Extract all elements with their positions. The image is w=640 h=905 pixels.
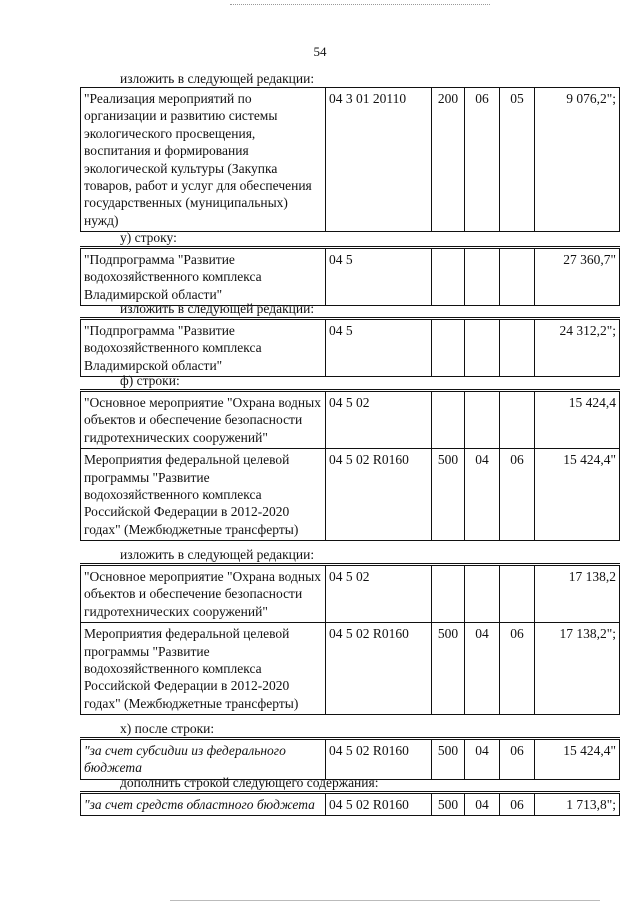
- table-row: [81, 793, 620, 816]
- row-amount: 24 312,2";: [535, 319, 620, 377]
- row-rz: 04: [465, 449, 500, 541]
- row-vr: [432, 248, 465, 306]
- row-rz: 04: [465, 793, 500, 816]
- page-number: 54: [313, 44, 327, 59]
- row-amount: 17 138,2";: [535, 623, 620, 715]
- row-code: 04 5: [326, 319, 432, 377]
- table-row: [81, 88, 620, 232]
- top-scan-mark: [230, 0, 490, 5]
- table-row: [81, 565, 620, 623]
- budget-table: [80, 563, 620, 715]
- row-name: Мероприятия федеральной целевой программы "Развитие водохозяйственного комплекса Российской Федерации в 2012-2020 годах" (Межбюджетные трансферты): [81, 449, 326, 541]
- row-rz: 06: [465, 88, 500, 232]
- row-amount: 27 360,7": [535, 248, 620, 306]
- instruction-text: изложить в следующей редакции:: [120, 301, 315, 316]
- row-code: 04 5 02: [326, 565, 432, 623]
- row-code: 04 5 02 R0160: [326, 793, 432, 816]
- budget-table: [80, 246, 620, 306]
- table-row: [81, 623, 620, 715]
- row-name: Мероприятия федеральной целевой программы "Развитие водохозяйственного комплекса Российской Федерации в 2012-2020 годах" (Межбюджетные трансферты): [81, 623, 326, 715]
- table-row: [81, 391, 620, 449]
- row-code: 04 5: [326, 248, 432, 306]
- row-name: "Основное мероприятие "Охрана водных объектов и обеспечение безопасности гидротехнических сооружений": [81, 565, 326, 623]
- row-pr: 05: [500, 88, 535, 232]
- instruction-text: ф) строки:: [120, 373, 180, 388]
- row-rz: [465, 248, 500, 306]
- row-pr: 06: [500, 623, 535, 715]
- budget-table: [80, 389, 620, 541]
- row-name: "Подпрограмма "Развитие водохозяйственного комплекса Владимирской области": [81, 319, 326, 377]
- row-vr: [432, 319, 465, 377]
- row-pr: 06: [500, 739, 535, 780]
- row-vr: 500: [432, 793, 465, 816]
- row-pr: [500, 319, 535, 377]
- instruction-text: изложить в следующей редакции:: [120, 71, 315, 86]
- row-vr: [432, 391, 465, 449]
- row-vr: [432, 565, 465, 623]
- row-code: 04 5 02 R0160: [326, 739, 432, 780]
- row-amount: 17 138,2: [535, 565, 620, 623]
- table-row: [81, 248, 620, 306]
- instruction-text: у) строку:: [120, 230, 177, 245]
- row-name: "Подпрограмма "Развитие водохозяйственного комплекса Владимирской области": [81, 248, 326, 306]
- row-code: 04 3 01 20110: [326, 88, 432, 232]
- budget-table: [80, 737, 620, 780]
- row-vr: 200: [432, 88, 465, 232]
- row-amount: 15 424,4: [535, 391, 620, 449]
- row-name: "за счет средств областного бюджета: [81, 793, 326, 816]
- budget-table: [80, 317, 620, 377]
- row-pr: 06: [500, 793, 535, 816]
- instruction-text: изложить в следующей редакции:: [120, 547, 315, 562]
- row-vr: 500: [432, 449, 465, 541]
- instruction-text: дополнить строкой следующего содержания:: [120, 775, 379, 790]
- row-vr: 500: [432, 623, 465, 715]
- budget-table: [80, 87, 620, 232]
- bottom-scan-line: [170, 900, 600, 901]
- row-rz: [465, 319, 500, 377]
- budget-table: [80, 791, 620, 816]
- row-rz: 04: [465, 623, 500, 715]
- instruction-text: х) после строки:: [120, 721, 215, 736]
- row-rz: 04: [465, 739, 500, 780]
- row-name: "за счет субсидии из федерального бюджета: [81, 739, 326, 780]
- row-pr: [500, 391, 535, 449]
- row-pr: [500, 248, 535, 306]
- table-row: [81, 739, 620, 780]
- row-amount: 1 713,8";: [535, 793, 620, 816]
- row-name: "Основное мероприятие "Охрана водных объектов и обеспечение безопасности гидротехнических сооружений": [81, 391, 326, 449]
- row-amount: 15 424,4": [535, 449, 620, 541]
- row-amount: 9 076,2";: [535, 88, 620, 232]
- row-code: 04 5 02: [326, 391, 432, 449]
- row-name: "Реализация мероприятий по организации и развитию системы экологического просвещения, воспитания и формирования экологической культуры (Закупка товаров, работ и услуг для обеспечения государственных (муниципальных) нужд): [81, 88, 326, 232]
- row-pr: 06: [500, 449, 535, 541]
- table-row: [81, 319, 620, 377]
- row-vr: 500: [432, 739, 465, 780]
- row-rz: [465, 565, 500, 623]
- row-code: 04 5 02 R0160: [326, 449, 432, 541]
- row-code: 04 5 02 R0160: [326, 623, 432, 715]
- table-row: [81, 449, 620, 541]
- row-pr: [500, 565, 535, 623]
- row-rz: [465, 391, 500, 449]
- row-amount: 15 424,4": [535, 739, 620, 780]
